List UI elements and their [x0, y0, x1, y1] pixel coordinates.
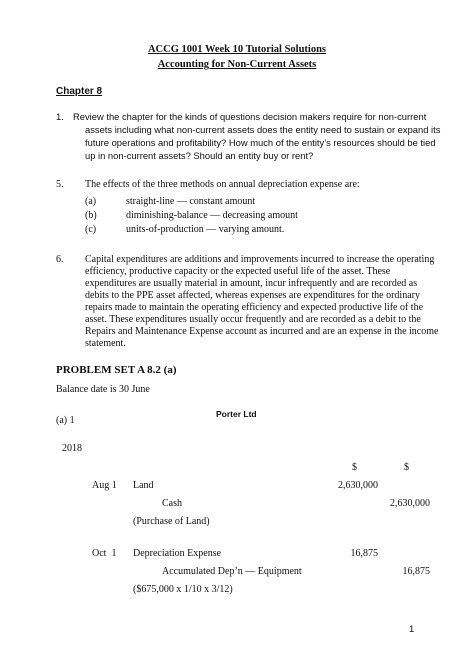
list-item-label: (b) — [85, 210, 97, 221]
credit-column-header: $ — [404, 462, 409, 473]
company-name: Porter Ltd — [216, 409, 257, 419]
debit-amount: 2,630,000 — [338, 480, 378, 491]
debit-column-header: $ — [352, 462, 357, 473]
part-label: (a) 1 — [56, 415, 75, 426]
debit-account: Land — [133, 480, 154, 491]
question-6-number: 6. — [56, 254, 64, 265]
credit-amount: 16,875 — [402, 566, 430, 577]
list-item-text: straight-line — constant amount — [126, 196, 256, 207]
question-5-number: 5. — [56, 179, 64, 190]
journal-narration: (Purchase of Land) — [133, 516, 210, 527]
question-6-line: Capital expenditures are additions and improvements incurred to increase the operating — [85, 254, 435, 265]
journal-date: Aug 1 — [92, 480, 117, 491]
question-6-line: expenditures are usually material in amount, incur infrequently and are recorded as — [85, 278, 418, 289]
credit-amount: 2,630,000 — [390, 498, 430, 509]
question-1-line: up in non-current assets? Should an entity buy or rent? — [85, 150, 314, 161]
chapter-heading: Chapter 8 — [56, 86, 103, 97]
journal-date: Oct 1 — [92, 548, 117, 559]
list-item-text: diminishing-balance — decreasing amount — [126, 210, 298, 221]
journal-narration: ($675,000 x 1/10 x 3/12) — [133, 584, 233, 595]
question-6-line: repairs made to maintain the operating efficiency and expected productive life of the — [85, 302, 424, 313]
document-subtitle: Accounting for Non-Current Assets — [157, 59, 317, 70]
list-item-text: units-of-production — varying amount. — [126, 224, 285, 235]
problem-set-heading: PROBLEM SET A 8.2 (a) — [56, 364, 177, 376]
balance-date: Balance date is 30 June — [56, 384, 150, 395]
question-5-intro: The effects of the three methods on annual depreciation expense are: — [85, 179, 360, 190]
question-1-line: future operations and profitability? How much of the entity’s resources should be tied — [85, 137, 436, 148]
question-6-line: Repairs and Maintenance Expense account as incurred and are an expense in the income — [85, 326, 439, 337]
question-6-line: statement. — [85, 338, 126, 349]
debit-account: Depreciation Expense — [133, 548, 222, 559]
journal-year: 2018 — [62, 443, 82, 454]
question-1-line: Review the chapter for the kinds of questions decision makers require for non-current — [73, 111, 427, 122]
question-6-line: efficiency, productive capacity or the expected useful life of the asset. These — [85, 266, 391, 277]
debit-amount: 16,875 — [350, 548, 378, 559]
question-1-line: assets including what non-current assets does the entity need to sustain or expand its — [85, 124, 441, 135]
list-item-label: (c) — [85, 224, 97, 235]
question-6-line: debits to the PPE asset affected, whereas expenses are expenditures for the ordinary — [85, 290, 420, 301]
question-1-number: 1. — [56, 111, 64, 122]
list-item-label: (a) — [85, 196, 97, 207]
credit-account: Accumulated Dep’n — Equipment — [162, 566, 302, 577]
question-6-line: asset. These expenditures usually occur frequently and are recorded as a debit to the — [85, 314, 421, 325]
credit-account: Cash — [162, 498, 182, 509]
document-title: ACCG 1001 Week 10 Tutorial Solutions — [147, 44, 327, 55]
page-number: 1 — [409, 623, 415, 634]
